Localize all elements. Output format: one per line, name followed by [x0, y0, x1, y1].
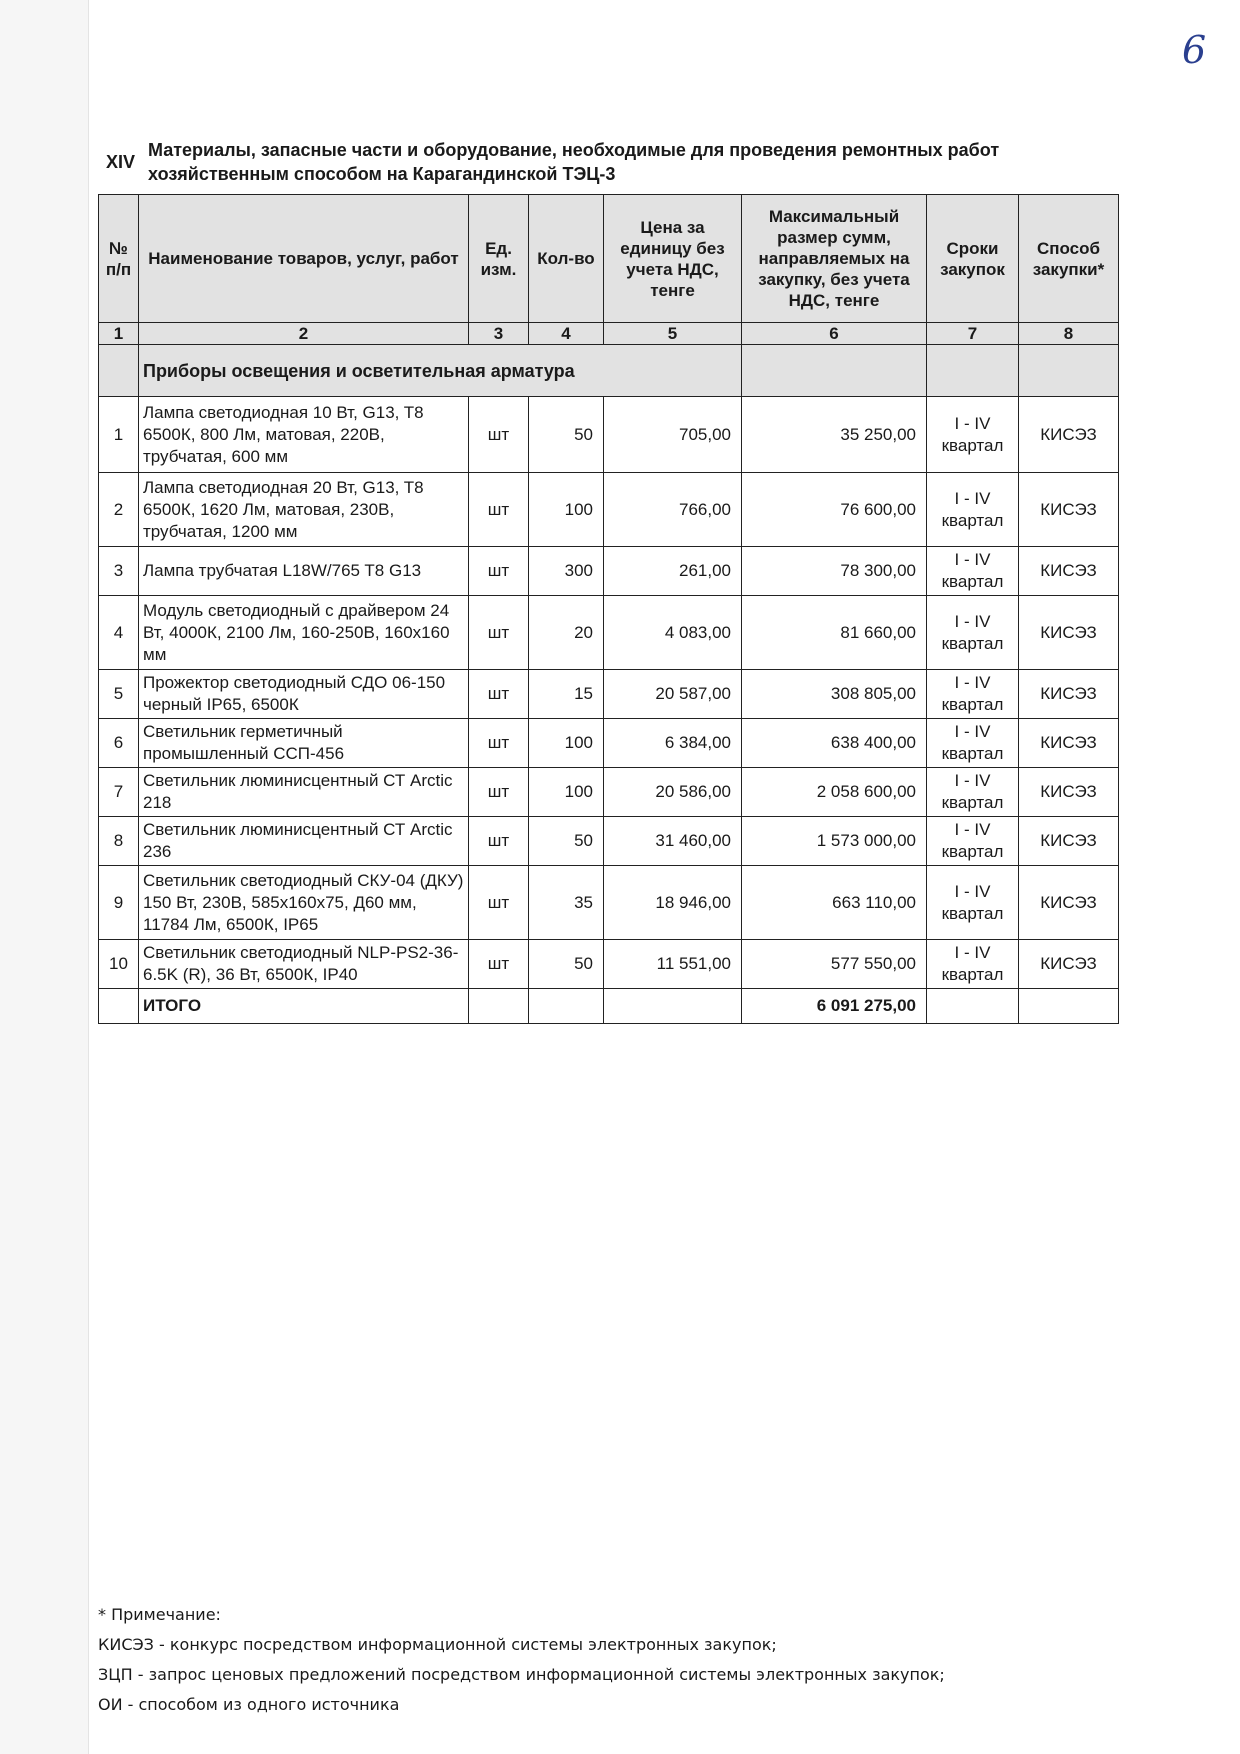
row-unit: шт [469, 817, 529, 866]
row-name: Светильник люминисцентный СТ Arctic 236 [139, 817, 469, 866]
row-method: КИСЭЗ [1019, 866, 1119, 940]
header-num: № п/п [99, 195, 139, 323]
table-row [99, 473, 1119, 547]
note-line: ЗЦП - запрос ценовых предложений посредством информационной системы электронных закупок; [98, 1665, 945, 1684]
header-price: Цена за единицу без учета НДС, тенге [604, 195, 742, 323]
header-name: Наименование товаров, услуг, работ [139, 195, 469, 323]
row-period: I - IV квартал [927, 940, 1019, 989]
column-number-row [99, 323, 1119, 345]
row-period: I - IV квартал [927, 473, 1019, 547]
total-row [99, 989, 1119, 1024]
total-cell-empty [529, 989, 604, 1024]
row-period: I - IV квартал [927, 547, 1019, 596]
column-number: 8 [1019, 323, 1119, 345]
row-price: 4 083,00 [604, 596, 742, 670]
row-total: 81 660,00 [742, 596, 927, 670]
row-unit: шт [469, 768, 529, 817]
total-label: ИТОГО [139, 989, 469, 1024]
group-cell-empty [1019, 345, 1119, 397]
row-unit: шт [469, 866, 529, 940]
column-number: 4 [529, 323, 604, 345]
notes-heading: * Примечание: [98, 1605, 221, 1624]
row-total: 78 300,00 [742, 547, 927, 596]
notes-block [98, 1600, 1198, 1720]
row-period: I - IV квартал [927, 817, 1019, 866]
row-num: 3 [99, 547, 139, 596]
group-cell-empty [742, 345, 927, 397]
row-num: 2 [99, 473, 139, 547]
total-cell-empty [927, 989, 1019, 1024]
column-number: 6 [742, 323, 927, 345]
row-unit: шт [469, 940, 529, 989]
table-row [99, 817, 1119, 866]
row-num: 1 [99, 397, 139, 473]
row-period: I - IV квартал [927, 768, 1019, 817]
table-row [99, 768, 1119, 817]
row-name: Светильник герметичный промышленный ССП-456 [139, 719, 469, 768]
row-price: 6 384,00 [604, 719, 742, 768]
row-unit: шт [469, 596, 529, 670]
row-unit: шт [469, 397, 529, 473]
total-amount: 6 091 275,00 [742, 989, 927, 1024]
note-line: КИСЭЗ - конкурс посредством информационной системы электронных закупок; [98, 1635, 777, 1654]
row-method: КИСЭЗ [1019, 940, 1119, 989]
row-period: I - IV квартал [927, 670, 1019, 719]
table-row [99, 866, 1119, 940]
group-cell-empty [927, 345, 1019, 397]
column-number: 5 [604, 323, 742, 345]
row-period: I - IV квартал [927, 719, 1019, 768]
row-method: КИСЭЗ [1019, 670, 1119, 719]
row-qty: 50 [529, 940, 604, 989]
row-num: 10 [99, 940, 139, 989]
row-total: 2 058 600,00 [742, 768, 927, 817]
row-qty: 100 [529, 473, 604, 547]
section-title: Материалы, запасные части и оборудование, необходимые для проведения ремонтных работ хозяйственным способом на Карагандинской ТЭЦ-3 [148, 140, 1000, 184]
row-qty: 15 [529, 670, 604, 719]
total-cell-empty [99, 989, 139, 1024]
table-row [99, 719, 1119, 768]
table-row [99, 547, 1119, 596]
group-row [99, 345, 1119, 397]
row-method: КИСЭЗ [1019, 817, 1119, 866]
row-unit: шт [469, 473, 529, 547]
column-number: 7 [927, 323, 1019, 345]
table-row [99, 940, 1119, 989]
row-name: Светильник светодиодный СКУ-04 (ДКУ) 150 Вт, 230В, 585х160х75, Д60 мм, 11784 Лм, 6500К, IP65 [139, 866, 469, 940]
row-num: 6 [99, 719, 139, 768]
header-total: Максимальный размер сумм, направляемых на закупку, без учета НДС, тенге [742, 195, 927, 323]
row-method: КИСЭЗ [1019, 768, 1119, 817]
row-total: 308 805,00 [742, 670, 927, 719]
header-unit: Ед. изм. [469, 195, 529, 323]
row-total: 663 110,00 [742, 866, 927, 940]
row-method: КИСЭЗ [1019, 473, 1119, 547]
row-num: 7 [99, 768, 139, 817]
row-num: 5 [99, 670, 139, 719]
total-cell-empty [1019, 989, 1119, 1024]
row-total: 638 400,00 [742, 719, 927, 768]
row-qty: 100 [529, 719, 604, 768]
row-num: 8 [99, 817, 139, 866]
column-number: 2 [139, 323, 469, 345]
column-number: 3 [469, 323, 529, 345]
total-cell-empty [604, 989, 742, 1024]
header-period: Сроки закупок [927, 195, 1019, 323]
row-period: I - IV квартал [927, 866, 1019, 940]
table-row [99, 670, 1119, 719]
table-row [99, 596, 1119, 670]
row-qty: 50 [529, 817, 604, 866]
row-qty: 300 [529, 547, 604, 596]
header-method: Способ закупки* [1019, 195, 1119, 323]
row-price: 18 946,00 [604, 866, 742, 940]
row-qty: 35 [529, 866, 604, 940]
row-method: КИСЭЗ [1019, 719, 1119, 768]
row-price: 20 587,00 [604, 670, 742, 719]
row-name: Прожектор светодиодный СДО 06-150 черный IP65, 6500К [139, 670, 469, 719]
row-unit: шт [469, 547, 529, 596]
column-number: 1 [99, 323, 139, 345]
section-number: XIV [106, 152, 136, 172]
row-name: Светильник светодиодный NLP-PS2-36-6.5K (R), 36 Вт, 6500К, IP40 [139, 940, 469, 989]
row-name: Лампа светодиодная 10 Вт, G13, T8 6500К, 800 Лм, матовая, 220В, трубчатая, 600 мм [139, 397, 469, 473]
note-line: ОИ - способом из одного источника [98, 1695, 400, 1714]
row-price: 20 586,00 [604, 768, 742, 817]
scan-page-edge [0, 0, 89, 1754]
group-cell-empty [99, 345, 139, 397]
row-price: 261,00 [604, 547, 742, 596]
total-cell-empty [469, 989, 529, 1024]
row-method: КИСЭЗ [1019, 596, 1119, 670]
row-name: Светильник люминисцентный СТ Arctic 218 [139, 768, 469, 817]
row-name: Лампа трубчатая L18W/765 T8 G13 [139, 547, 469, 596]
group-title: Приборы освещения и осветительная арматура [139, 345, 742, 397]
row-unit: шт [469, 670, 529, 719]
row-method: КИСЭЗ [1019, 547, 1119, 596]
row-total: 76 600,00 [742, 473, 927, 547]
procurement-table [98, 194, 1119, 1024]
row-num: 9 [99, 866, 139, 940]
row-period: I - IV квартал [927, 596, 1019, 670]
row-qty: 100 [529, 768, 604, 817]
row-unit: шт [469, 719, 529, 768]
row-total: 1 573 000,00 [742, 817, 927, 866]
row-num: 4 [99, 596, 139, 670]
row-name: Модуль светодиодный с драйвером 24 Вт, 4000К, 2100 Лм, 160-250В, 160х160 мм [139, 596, 469, 670]
row-name: Лампа светодиодная 20 Вт, G13, T8 6500К, 1620 Лм, матовая, 230В, трубчатая, 1200 мм [139, 473, 469, 547]
row-price: 766,00 [604, 473, 742, 547]
row-total: 35 250,00 [742, 397, 927, 473]
row-qty: 20 [529, 596, 604, 670]
row-total: 577 550,00 [742, 940, 927, 989]
table-row [99, 397, 1119, 473]
row-price: 11 551,00 [604, 940, 742, 989]
row-period: I - IV квартал [927, 397, 1019, 473]
row-qty: 50 [529, 397, 604, 473]
row-price: 31 460,00 [604, 817, 742, 866]
table-header-row [99, 195, 1119, 323]
header-qty: Кол-во [529, 195, 604, 323]
row-price: 705,00 [604, 397, 742, 473]
page-number: 6 [1182, 28, 1207, 72]
row-method: КИСЭЗ [1019, 397, 1119, 473]
